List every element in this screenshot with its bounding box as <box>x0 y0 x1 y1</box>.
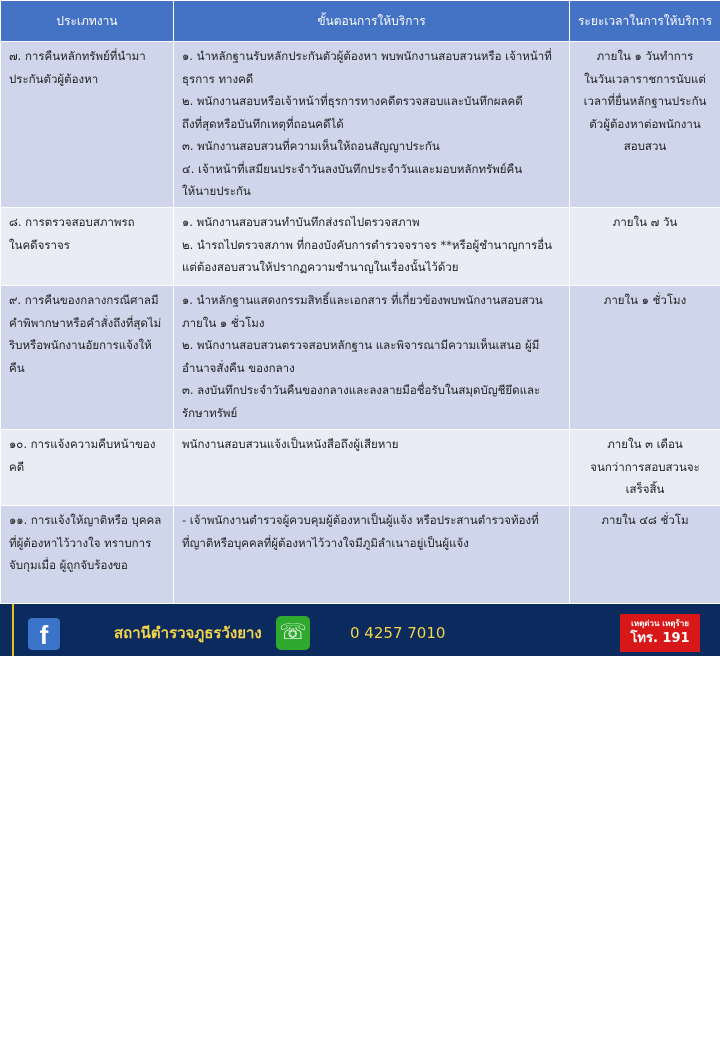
step-line: ๔. เจ้าหน้าที่เสมียนประจำวันลงบันทึกประจำวันและมอบหลักทรัพย์คืน <box>182 161 523 176</box>
service-steps-cell <box>174 430 570 506</box>
facebook-icon[interactable]: f <box>28 618 60 650</box>
service-steps-cell <box>174 208 570 286</box>
duration-line: สอบสวน <box>623 139 667 153</box>
header-duration: ระยะเวลาในการให้บริการ <box>570 1 720 42</box>
duration-line: เวลาที่ยื่นหลักฐานประกัน <box>583 94 707 108</box>
table-row <box>1 208 720 286</box>
service-duration-cell <box>570 506 720 604</box>
step-line: ถึงที่สุดหรือบันทึกเหตุที่ถอนคดีได้ <box>182 116 344 131</box>
contact-footer <box>0 604 720 656</box>
duration-line: ตัวผู้ต้องหาต่อพนักงาน <box>589 116 701 131</box>
type-line: คำพิพากษาหรือคำสั่งถึงที่สุดไม่ <box>9 315 162 330</box>
step-line: ๒. พนักงานสอบหรือเจ้าหน้าที่ธุรการทางคดีตรวจสอบและบันทึกผลคดี <box>182 94 523 108</box>
duration-line: เสร็จสิ้น <box>625 482 665 496</box>
table-row <box>1 430 720 506</box>
emergency-number: โทร. 191 <box>630 631 690 646</box>
step-line: ๒. นำรถไปตรวจสภาพ ที่กองบังคับการตำรวจจราจร **หรือผู้ชำนาญการอื่น <box>182 237 553 252</box>
station-name: สถานีตำรวจภูธรวังยาง <box>114 624 262 642</box>
step-line: ๑. พนักงานสอบสวนทำบันทึกส่งรถไปตรวจสภาพ <box>182 215 420 229</box>
table-row <box>1 42 720 208</box>
step-line: ๑. นำหลักฐานรับหลักประกันตัวผู้ต้องหา พบพนักงานสอบสวนหรือ เจ้าหน้าที่ <box>182 49 552 63</box>
footer-accent-bar <box>12 604 14 656</box>
step-line: ๓. พนักงานสอบสวนที่ความเห็นให้ถอนสัญญาประกัน <box>182 139 440 153</box>
service-type-cell <box>1 506 174 604</box>
type-line: จับกุมเมื่อ ผู้ถูกจับร้องขอ <box>9 558 128 572</box>
step-line: รักษาทรัพย์ <box>182 405 238 420</box>
service-type-cell <box>1 430 174 506</box>
service-type-cell <box>1 286 174 430</box>
table-row <box>1 286 720 430</box>
duration-line: ภายใน ๔๘ ชั่วโม <box>601 513 689 527</box>
type-line: ที่ผู้ต้องหาไว้วางใจ ทราบการ <box>9 535 152 550</box>
header-type: ประเภทงาน <box>1 1 174 42</box>
service-steps-cell <box>174 42 570 208</box>
type-line: ๑๑. การแจ้งให้ญาติหรือ บุคคล <box>9 513 162 527</box>
step-line: อำนาจสั่งคืน ของกลาง <box>182 360 295 375</box>
table-header-row <box>1 1 720 42</box>
type-line: ประกันตัวผู้ต้องหา <box>9 71 99 86</box>
type-line: ๗. การคืนหลักทรัพย์ที่นำมา <box>9 49 146 63</box>
step-line: พนักงานสอบสวนแจ้งเป็นหนังสือถึงผู้เสียหาย <box>182 437 399 451</box>
duration-line: ในวันเวลาราชการนับแต่ <box>584 71 706 86</box>
type-line: ๙. การคืนของกลางกรณีศาลมี <box>9 293 159 307</box>
duration-line: ภายใน ๑ ชั่วโมง <box>603 293 687 307</box>
type-line: ๘. การตรวจสอบสภาพรถ <box>9 215 135 229</box>
step-line: ๑. นำหลักฐานแสดงกรรมสิทธิ์และเอกสาร ที่เกี่ยวข้องพบพนักงานสอบสวน <box>182 293 543 307</box>
step-line: ๒. พนักงานสอบสวนตรวจสอบหลักฐาน และพิจารณามีความเห็นเสนอ ผู้มี <box>182 338 540 352</box>
step-line: ๓. ลงบันทึกประจำวันคืนของกลางและลงลายมือชื่อรับในสมุดบัญชียึดและ <box>182 383 541 397</box>
step-line: ธุรการ ทางคดี <box>182 71 254 86</box>
duration-line: ภายใน ๑ วันทำการ <box>596 49 694 63</box>
service-duration-cell <box>570 430 720 506</box>
phone-number[interactable]: 0 4257 7010 <box>350 624 446 642</box>
step-line: แต่ต้องสอบสวนให้ปรากฏความชำนาญในเรื่องนั้นไว้ด้วย <box>182 260 459 274</box>
table-row <box>1 506 720 604</box>
type-line: คดี <box>9 459 25 474</box>
service-type-cell <box>1 208 174 286</box>
duration-line: ภายใน ๓ เดือน <box>607 437 683 451</box>
type-line: ริบหรือพนักงานอัยการแจ้งให้ <box>9 338 152 352</box>
header-steps: ขั้นตอนการให้บริการ <box>174 1 570 42</box>
type-line: ในคดีจราจร <box>9 237 70 252</box>
service-steps-cell <box>174 286 570 430</box>
service-duration-cell <box>570 42 720 208</box>
step-line: ภายใน ๑ ชั่วโมง <box>182 315 265 330</box>
step-line: ที่ญาติหรือบุคคลที่ผู้ต้องหาไว้วางใจมีภูมิลำเนาอยู่เป็นผู้แจ้ง <box>182 535 469 550</box>
phone-icon[interactable]: ☏ <box>276 616 310 650</box>
emergency-caption: เหตุด่วน เหตุร้าย <box>631 619 689 628</box>
type-line: ๑๐. การแจ้งความคืบหน้าของ <box>9 437 156 451</box>
step-line: ให้นายประกัน <box>182 184 251 198</box>
service-type-cell <box>1 42 174 208</box>
service-duration-cell <box>570 286 720 430</box>
type-line: คืน <box>9 360 25 375</box>
duration-line: จนกว่าการสอบสวนจะ <box>590 459 700 474</box>
emergency-call-badge[interactable] <box>620 614 700 652</box>
duration-line: ภายใน ๗ วัน <box>612 215 678 229</box>
service-steps-cell <box>174 506 570 604</box>
step-line: - เจ้าพนักงานตำรวจผู้ควบคุมผู้ต้องหาเป็นผู้แจ้ง หรือประสานตำรวจท้องที่ <box>182 513 539 527</box>
service-duration-cell <box>570 208 720 286</box>
